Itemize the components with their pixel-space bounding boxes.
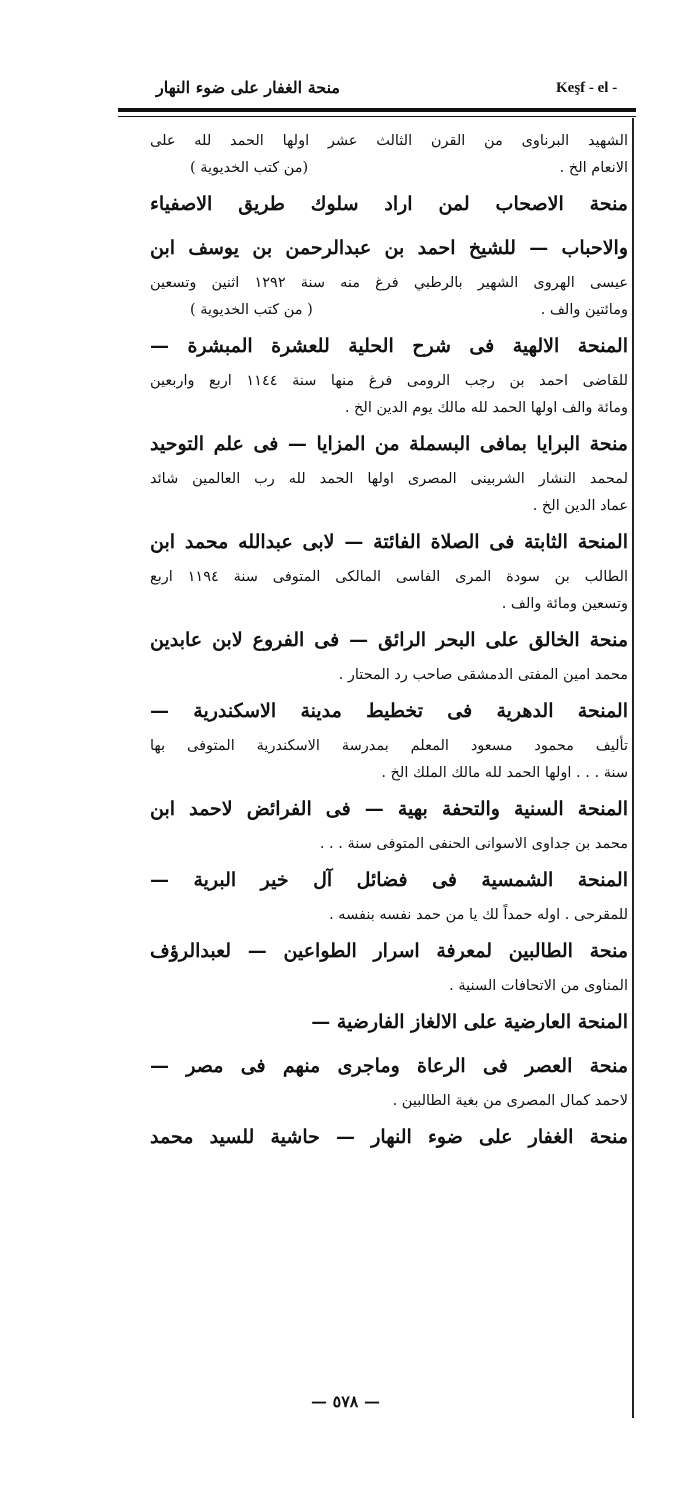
text-line: المناوى من الاتحافات السنية .: [449, 978, 628, 994]
text-line: ومائة والف اولها الحمد لله مالك يوم الدين الخ .: [344, 400, 628, 416]
text-line: سنة . . . اولها الحمد لله مالك الملك الخ .: [381, 765, 628, 781]
entry-title-line: المنحة الثابتة فى الصلاة الفائتة — لابى عبدالله محمد ابن: [150, 531, 628, 553]
text-line: عيسى الهروى الشهير بالرطبي فرغ منه سنة ١٢٩٢ اثنين وتسعين: [150, 275, 628, 291]
text-line: [150, 155, 628, 182]
running-head: منحة الغفار على ضوء النهار: [156, 78, 340, 97]
header-rule-thin: [118, 116, 636, 117]
entry-title-line: المنحة الالهية فى شرح الحلية للعشرة المبشرة —: [150, 335, 628, 357]
entry-title-line: المنحة العارضية على الالغاز الفارضية —: [311, 1011, 628, 1033]
text-line: وتسعين ومائة والف .: [501, 596, 628, 612]
text-line: تأليف محمود مسعود المعلم بمدرسة الاسكندرية المتوفى بها: [150, 738, 628, 754]
text-line: محمد امين المفتى الدمشقى صاحب رد المحتار .: [338, 667, 628, 683]
text-line: للقاضى احمد بن رجب الرومى فرغ منها سنة ١١٤٤ اربع واربعين: [150, 373, 628, 389]
header-transliteration: Keşf - el -: [556, 80, 618, 96]
text-line: لمحمد النشار الشربينى المصرى اولها الحمد لله رب العالمين شائد: [150, 471, 628, 487]
entry-title-line: والاحباب — للشيخ احمد بن عبدالرحمن بن يوسف ابن: [150, 237, 628, 259]
text-line: للمقرحى . اوله حمداً لك يا من حمد نفسه بنفسه .: [329, 907, 628, 923]
entry-title-line: منحة الطالبين لمعرفة اسرار الطواعين — لعبدالرؤف: [150, 940, 628, 962]
entry-title-line: منحة البرايا بمافى البسملة من المزايا — فى علم التوحيد: [150, 433, 628, 455]
line-text: الانعام الخ .: [559, 160, 628, 176]
text-line: عماد الدين الخ .: [532, 498, 628, 514]
text-line: [150, 297, 628, 324]
entry-title-line: منحة الاصحاب لمن اراد سلوك طريق الاصفياء: [150, 193, 628, 215]
entry-title-line: المنحة السنية والتحفة بهية — فى الفرائض لاحمد ابن: [150, 798, 628, 820]
source-note: (من كتب الخديوية ): [190, 160, 309, 176]
entry-title-line: منحة الغفار على ضوء النهار — حاشية للسيد محمد: [150, 1126, 628, 1148]
text-line: محمد بن جداوى الاسوانى الحنفى المتوفى سنة . . .: [319, 836, 628, 852]
text-line: الشهيد البرناوى من القرن الثالث عشر اولها الحمد لله على: [150, 133, 628, 149]
text-line: الطالب بن سودة المرى الفاسى المالكى المتوفى سنة ١١٩٤ اربع: [150, 569, 628, 585]
entry-title-line: المنحة الشمسية فى فضائل آل خير البرية —: [150, 869, 628, 891]
entry-title-line: منحة الخالق على البحر الرائق — فى الفروع لابن عابدين: [150, 629, 628, 651]
header-rule-thick: [118, 108, 636, 112]
text-line: لاحمد كمال المصرى من بغية الطالبين .: [392, 1093, 628, 1109]
margin-line: [632, 118, 634, 1418]
catalog-entries: [150, 128, 628, 1159]
page-number: — ٥٧٨ —: [311, 1392, 380, 1411]
entry-title-line: المنحة الدهرية فى تخطيط مدينة الاسكندرية —: [150, 700, 628, 722]
entry-title-line: منحة العصر فى الرعاة وماجرى منهم فى مصر —: [150, 1055, 628, 1077]
line-text: ومائتين والف .: [540, 302, 628, 318]
source-note: ( من كتب الخديوية ): [190, 302, 313, 318]
